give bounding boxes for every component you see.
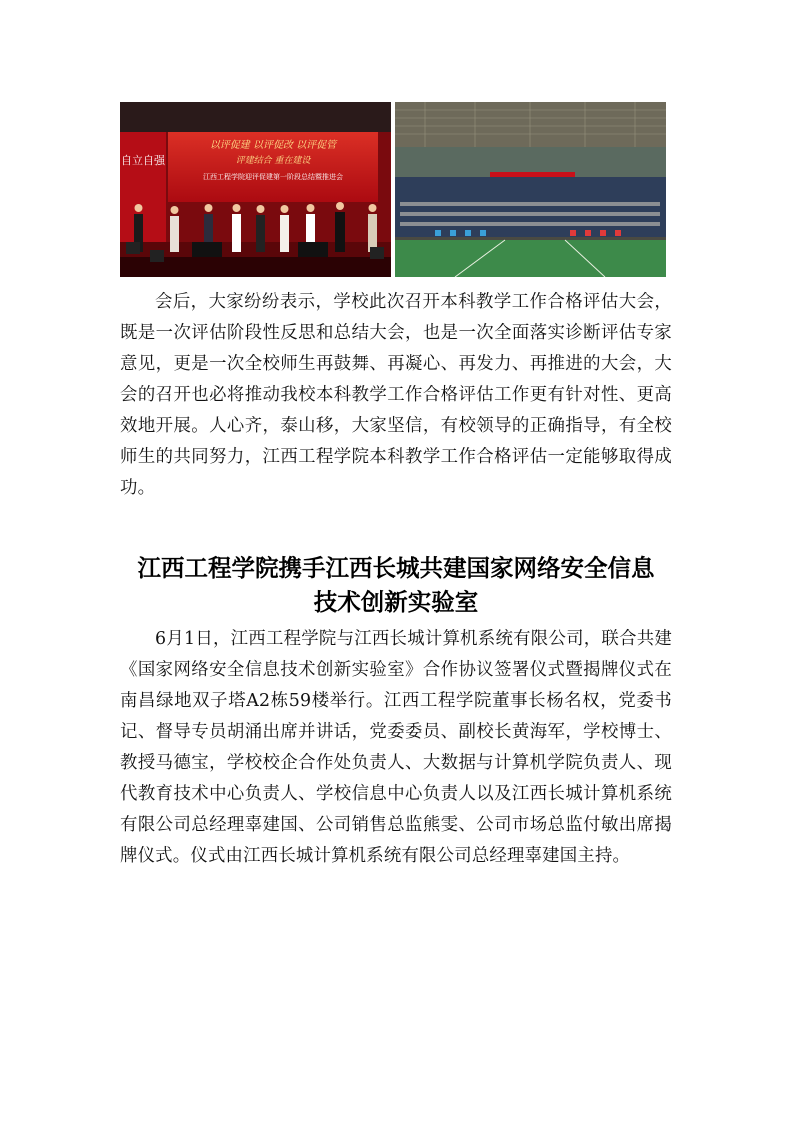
- photo-row: [120, 102, 666, 277]
- side-banner: 自立自强: [121, 154, 165, 167]
- article-title: [110, 551, 682, 619]
- article-paragraph-summary: 会后，大家纷纷表示，学校此次召开本科教学工作合格评估大会，既是一次评估阶段性反思和总结大会，也是一次全面落实诊断评估专家意见，更是一次全校师生再鼓舞、再凝心、再发力、再推进的大会，大会的召开也必将推动我校本科教学工作合格评估工作更有针对性、更高效地开展。人心齐，泰山移，大家坚信，有校领导的正确指导，有全校师生的共同努力，江西工程学院本科教学工作合格评估一定能够取得成功。: [120, 292, 672, 498]
- banner-line-1: 以评促建 以评促改 以评促管: [209, 140, 337, 151]
- banner-line-3: 江西工程学院迎评促建第一阶段总结暨推进会: [203, 173, 343, 181]
- article-title-line-2: 技术创新实验室: [313, 588, 479, 616]
- article-paragraph-lab: 6月1日，江西工程学院与江西长城计算机系统有限公司，联合共建《国家网络安全信息技术创新实验室》合作协议签署仪式暨揭牌仪式在南昌绿地双子塔A2栋59楼举行。江西工程学院董事长杨名权，党委书记、督导专员胡涌出席并讲话，党委委员、副校长黄海军，学校博士、教授马德宝，学校校企合作处负责人、大数据与计算机学院负责人、现代教育技术中心负责人、学校信息中心负责人以及江西长城计算机系统有限公司总经理辜建国、公司销售总监熊雯、公司市场总监付敏出席揭牌仪式。仪式由江西长城计算机系统有限公司总经理辜建国主持。: [120, 629, 672, 866]
- ceremony-photo-image: [120, 102, 391, 277]
- assembly-photo-image: [395, 102, 666, 277]
- banner-line-2: 评建结合 重在建设: [235, 156, 311, 166]
- assembly-photo: [395, 102, 666, 277]
- article-title-line-1: 江西工程学院携手江西长城共建国家网络安全信息: [137, 554, 655, 582]
- ceremony-photo: [120, 102, 391, 277]
